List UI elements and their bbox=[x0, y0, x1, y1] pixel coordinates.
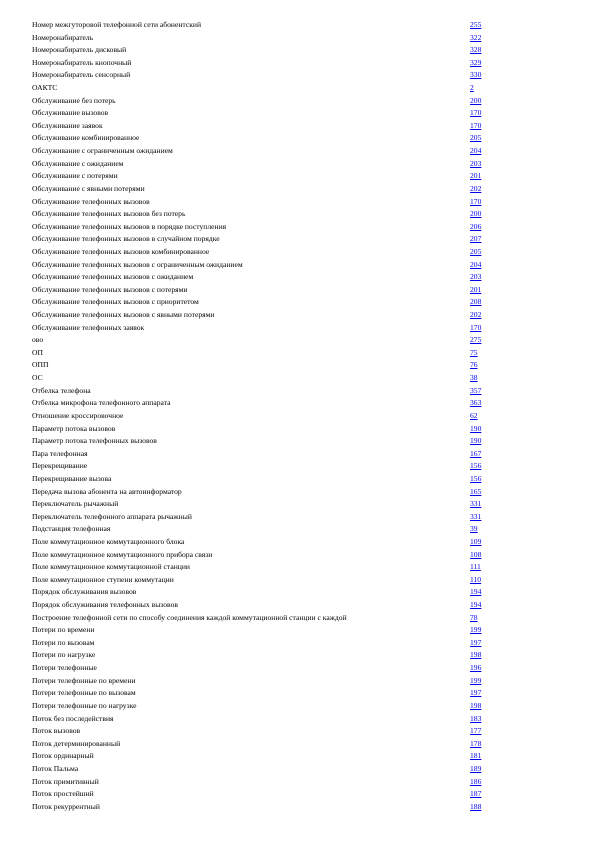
page-number-link[interactable]: 331 bbox=[470, 511, 482, 521]
index-row bbox=[32, 448, 502, 461]
index-row bbox=[32, 208, 502, 221]
index-term: Отбелка микрофона телефонного аппарата bbox=[32, 398, 171, 408]
index-row bbox=[32, 713, 502, 726]
index-term: Обслуживание телефонных заявок bbox=[32, 322, 145, 332]
index-term: Потери по нагрузке bbox=[32, 650, 96, 660]
page-number-link[interactable]: 204 bbox=[470, 146, 482, 156]
index-row bbox=[32, 738, 502, 751]
page-number-link[interactable]: 198 bbox=[470, 650, 482, 660]
index-term: Поле коммутационное коммутационной станции bbox=[32, 562, 190, 572]
index-row bbox=[32, 322, 502, 335]
index-row bbox=[32, 359, 502, 372]
index-term: Передача вызова абонента на автоинформатор bbox=[32, 486, 182, 496]
page-number-link[interactable]: 329 bbox=[470, 57, 482, 67]
index-term: Обслуживание телефонных вызовов комбинированное bbox=[32, 246, 210, 256]
index-term: Отбелка телефона bbox=[32, 385, 91, 395]
index-term: Обслуживание телефонных вызовов с приоритетом bbox=[32, 297, 199, 307]
index-term: Подстанция телефонная bbox=[32, 524, 111, 534]
page-number-link[interactable]: 328 bbox=[470, 45, 482, 55]
index-term: Поле коммутационное ступени коммутации bbox=[32, 574, 174, 584]
page-number-link[interactable]: 38 bbox=[470, 373, 478, 383]
index-term: Потери телефонные по вызовам bbox=[32, 688, 136, 698]
index-row bbox=[32, 246, 502, 259]
page-number-link[interactable]: 181 bbox=[470, 751, 482, 761]
index-row bbox=[32, 700, 502, 713]
index-term: ОП bbox=[32, 347, 43, 357]
index-term: Обслуживание телефонных вызовов с ожиданием bbox=[32, 272, 194, 282]
index-row bbox=[32, 776, 502, 789]
index-row bbox=[32, 498, 502, 511]
index-term: Перекрещивание вызова bbox=[32, 473, 112, 483]
page-number-link[interactable]: 275 bbox=[470, 335, 482, 345]
index-term: Поток простейший bbox=[32, 789, 94, 799]
index-term: Обслуживание комбинированное bbox=[32, 133, 140, 143]
page-number-link[interactable]: 363 bbox=[470, 398, 482, 408]
index-term: Обслуживание телефонных вызовов с ограниченным ожиданием bbox=[32, 259, 243, 269]
index-row bbox=[32, 473, 502, 486]
index-row bbox=[32, 57, 502, 70]
index-row bbox=[32, 44, 502, 57]
index-row bbox=[32, 95, 502, 108]
page-number-link[interactable]: 189 bbox=[470, 763, 482, 773]
page-number-link[interactable]: 200 bbox=[470, 209, 482, 219]
index-term: ОАКТС bbox=[32, 83, 58, 93]
index-row bbox=[32, 347, 502, 360]
page-number-link[interactable]: 205 bbox=[470, 246, 482, 256]
index-row bbox=[32, 637, 502, 650]
index-term: Номеронабиратель дисковый bbox=[32, 45, 127, 55]
index-row bbox=[32, 19, 502, 32]
page-number-link[interactable]: 201 bbox=[470, 171, 482, 181]
page-number-link[interactable]: 187 bbox=[470, 789, 482, 799]
page-number-link[interactable]: 203 bbox=[470, 272, 482, 282]
index-row bbox=[32, 486, 502, 499]
index-row bbox=[32, 372, 502, 385]
page-number-link[interactable]: 2 bbox=[470, 83, 474, 93]
page-number-link[interactable]: 156 bbox=[470, 461, 482, 471]
page-number-link[interactable]: 167 bbox=[470, 448, 482, 458]
page-number-link[interactable]: 197 bbox=[470, 637, 482, 647]
page-number-link[interactable]: 202 bbox=[470, 310, 482, 320]
page-number-link[interactable]: 208 bbox=[470, 297, 482, 307]
page-number-link[interactable]: 62 bbox=[470, 410, 478, 420]
index-term: Обслуживание телефонных вызовов без потерь bbox=[32, 209, 186, 219]
index-term: Обслуживание телефонных вызовов bbox=[32, 196, 150, 206]
index-row bbox=[32, 183, 502, 196]
index-term: Потери телефонные по нагрузке bbox=[32, 700, 137, 710]
index-row bbox=[32, 145, 502, 158]
index-row bbox=[32, 801, 502, 814]
index-row bbox=[32, 158, 502, 171]
index-term: Обслуживание телефонных вызовов в порядке поступления bbox=[32, 221, 227, 231]
page-number-link[interactable]: 201 bbox=[470, 284, 482, 294]
page-number-link[interactable]: 170 bbox=[470, 108, 482, 118]
index-row bbox=[32, 284, 502, 297]
index-term: Поток детерминированный bbox=[32, 738, 121, 748]
index-term: Параметр потока телефонных вызовов bbox=[32, 436, 157, 446]
index-row bbox=[32, 725, 502, 738]
index-term: Поток примитивный bbox=[32, 776, 99, 786]
index-row bbox=[32, 120, 502, 133]
index-row bbox=[32, 423, 502, 436]
index-term: Поле коммутационное коммутационного прибора связи bbox=[32, 549, 213, 559]
page-number-link[interactable]: 204 bbox=[470, 259, 482, 269]
page-number-link[interactable]: 194 bbox=[470, 600, 482, 610]
page-number-link[interactable]: 78 bbox=[470, 612, 478, 622]
index-row bbox=[32, 435, 502, 448]
index-term: Потери по времени bbox=[32, 625, 95, 635]
index-row bbox=[32, 586, 502, 599]
index-term: Потери телефонные по времени bbox=[32, 675, 136, 685]
page-number-link[interactable]: 188 bbox=[470, 801, 482, 811]
page-number-link[interactable]: 108 bbox=[470, 549, 482, 559]
index-row bbox=[32, 271, 502, 284]
index-term: Поток без последействия bbox=[32, 713, 114, 723]
index-term: Переключатель телефонного аппарата рычажный bbox=[32, 511, 192, 521]
index-term: Пара телефонная bbox=[32, 448, 88, 458]
index-term: Поток вызовов bbox=[32, 726, 81, 736]
index-term: Обслуживание телефонных вызовов в случайном порядке bbox=[32, 234, 220, 244]
index-term: Номеронабиратель bbox=[32, 32, 94, 42]
index-term: Обслуживание вызовов bbox=[32, 108, 109, 118]
index-row bbox=[32, 196, 502, 209]
index-list bbox=[32, 19, 502, 813]
page-number-link[interactable]: 199 bbox=[470, 625, 482, 635]
index-row bbox=[32, 763, 502, 776]
index-term: Построение телефонной сети по способу соединения каждой коммутационной станции с каждой bbox=[32, 612, 347, 622]
index-term: Порядок обслуживания вызовов bbox=[32, 587, 137, 597]
page-number-link[interactable]: 199 bbox=[470, 675, 482, 685]
index-term: Переключатель рычажный bbox=[32, 499, 119, 509]
index-row bbox=[32, 687, 502, 700]
index-row bbox=[32, 649, 502, 662]
index-term: Обслуживание с ограниченным ожиданием bbox=[32, 146, 173, 156]
index-row bbox=[32, 750, 502, 763]
page-number-link[interactable]: 197 bbox=[470, 688, 482, 698]
page-number-link[interactable]: 75 bbox=[470, 347, 478, 357]
page-number-link[interactable]: 186 bbox=[470, 776, 482, 786]
page-number-link[interactable]: 357 bbox=[470, 385, 482, 395]
page-number-link[interactable]: 194 bbox=[470, 587, 482, 597]
index-row bbox=[32, 296, 502, 309]
page-number-link[interactable]: 170 bbox=[470, 196, 482, 206]
page-number-link[interactable]: 111 bbox=[470, 562, 481, 572]
page-number-link[interactable]: 177 bbox=[470, 726, 482, 736]
page-number-link[interactable]: 205 bbox=[470, 133, 482, 143]
page-number-link[interactable]: 170 bbox=[470, 322, 482, 332]
index-row bbox=[32, 233, 502, 246]
index-row bbox=[32, 523, 502, 536]
index-row bbox=[32, 132, 502, 145]
page-number-link[interactable]: 190 bbox=[470, 423, 482, 433]
page-number-link[interactable]: 322 bbox=[470, 32, 482, 42]
index-row bbox=[32, 511, 502, 524]
index-row bbox=[32, 574, 502, 587]
index-row bbox=[32, 32, 502, 45]
index-term: Обслуживание с потерями bbox=[32, 171, 118, 181]
page-number-link[interactable]: 110 bbox=[470, 574, 482, 584]
index-row bbox=[32, 788, 502, 801]
page-number-link[interactable]: 203 bbox=[470, 158, 482, 168]
index-row bbox=[32, 675, 502, 688]
page-number-link[interactable]: 109 bbox=[470, 536, 482, 546]
index-term: Поток ординарный bbox=[32, 751, 94, 761]
index-row bbox=[32, 536, 502, 549]
index-row bbox=[32, 549, 502, 562]
index-term: Поток рекуррентный bbox=[32, 801, 100, 811]
page-number-link[interactable]: 178 bbox=[470, 738, 482, 748]
index-term: Обслуживание заявок bbox=[32, 120, 103, 130]
index-row bbox=[32, 259, 502, 272]
page-number-link[interactable]: 183 bbox=[470, 713, 482, 723]
index-term: Номеронабиратель кнопочный bbox=[32, 57, 132, 67]
page-number-link[interactable]: 76 bbox=[470, 360, 478, 370]
page-number-link[interactable]: 206 bbox=[470, 221, 482, 231]
index-term: Номер межгуторовой телефонной сети абонентский bbox=[32, 20, 202, 29]
index-row bbox=[32, 397, 502, 410]
page-number-link[interactable]: 207 bbox=[470, 234, 482, 244]
index-row bbox=[32, 460, 502, 473]
index-row bbox=[32, 309, 502, 322]
index-row bbox=[32, 334, 502, 347]
index-term: Обслуживание с явными потерями bbox=[32, 183, 145, 193]
index-term: Потери по вызовам bbox=[32, 637, 95, 647]
index-term: ОПП bbox=[32, 360, 49, 370]
index-row bbox=[32, 385, 502, 398]
index-row bbox=[32, 170, 502, 183]
page-number-link[interactable]: 255 bbox=[470, 20, 482, 29]
index-row bbox=[32, 107, 502, 120]
index-row bbox=[32, 410, 502, 423]
page-number-link[interactable]: 165 bbox=[470, 486, 482, 496]
index-row bbox=[32, 624, 502, 637]
page-number-link[interactable]: 39 bbox=[470, 524, 478, 534]
index-row bbox=[32, 82, 502, 95]
page-number-link[interactable]: 170 bbox=[470, 120, 482, 130]
index-row bbox=[32, 662, 502, 675]
page-number-link[interactable]: 198 bbox=[470, 700, 482, 710]
index-term: Поток Пальма bbox=[32, 763, 79, 773]
index-term: Перекрещивание bbox=[32, 461, 88, 471]
index-term: Обслуживание телефонных вызовов с явными потерями bbox=[32, 310, 215, 320]
index-term: Обслуживание с ожиданием bbox=[32, 158, 124, 168]
index-row bbox=[32, 599, 502, 612]
index-row bbox=[32, 69, 502, 82]
index-term: ово bbox=[32, 335, 44, 345]
index-row bbox=[32, 612, 502, 625]
page-number-link[interactable]: 196 bbox=[470, 663, 482, 673]
page-number-link[interactable]: 202 bbox=[470, 183, 482, 193]
index-term: Отношение кроссировочное bbox=[32, 410, 124, 420]
page-number-link[interactable]: 190 bbox=[470, 436, 482, 446]
index-row bbox=[32, 561, 502, 574]
page-number-link[interactable]: 330 bbox=[470, 70, 482, 80]
page-number-link[interactable]: 200 bbox=[470, 95, 482, 105]
index-term: ОС bbox=[32, 373, 43, 383]
page-number-link[interactable]: 156 bbox=[470, 473, 482, 483]
index-term: Потери телефонные bbox=[32, 663, 97, 673]
index-term: Обслуживание без потерь bbox=[32, 95, 116, 105]
index-term: Номеронабиратель сенсорный bbox=[32, 70, 131, 80]
index-row bbox=[32, 221, 502, 234]
page-number-link[interactable]: 331 bbox=[470, 499, 482, 509]
index-term: Обслуживание телефонных вызовов с потерями bbox=[32, 284, 188, 294]
index-term: Поле коммутационное коммутационного блока bbox=[32, 536, 185, 546]
index-term: Порядок обслуживания телефонных вызовов bbox=[32, 600, 178, 610]
index-term: Параметр потока вызовов bbox=[32, 423, 116, 433]
